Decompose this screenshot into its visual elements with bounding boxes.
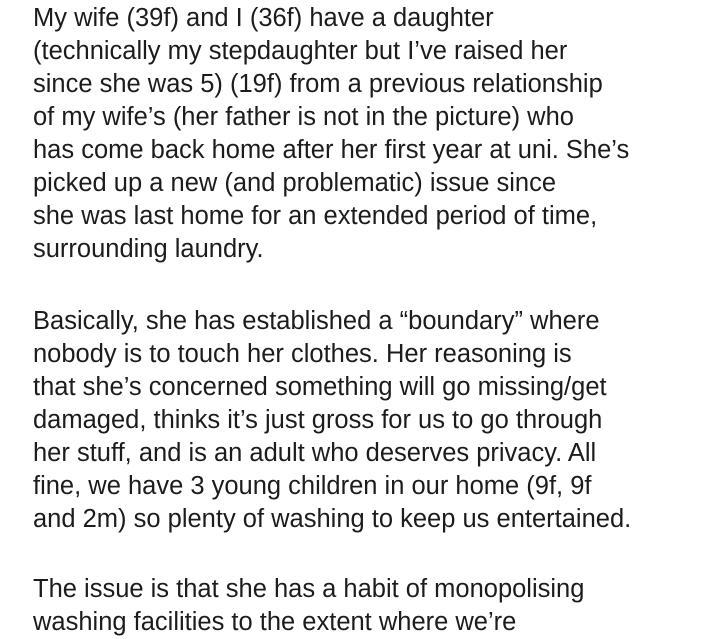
- text-line: My wife (39f) and I (36f) have a daughter: [33, 4, 494, 32]
- text-line: surrounding laundry.: [33, 235, 264, 263]
- text-line: damaged, thinks it’s just gross for us to go through: [33, 406, 603, 434]
- text-line: her stuff, and is an adult who deserves privacy. All: [33, 439, 597, 467]
- text-line: The issue is that she has a habit of monopolising: [33, 575, 585, 603]
- text-line: Basically, she has established a “boundary” where: [33, 307, 600, 335]
- text-line: since she was 5) (19f) from a previous relationship: [33, 70, 603, 98]
- text-line: has come back home after her first year at uni. She’s: [33, 136, 630, 164]
- text-line: picked up a new (and problematic) issue since: [33, 169, 557, 197]
- text-line: nobody is to touch her clothes. Her reasoning is: [33, 340, 572, 368]
- text-line: (technically my stepdaughter but I’ve raised her: [33, 37, 568, 65]
- text-line: she was last home for an extended period of time,: [33, 202, 598, 230]
- text-line: that she’s concerned something will go missing/get: [33, 373, 607, 401]
- text-line: and 2m) so plenty of washing to keep us entertained.: [33, 505, 632, 533]
- text-line: of my wife’s (her father is not in the picture) who: [33, 103, 574, 131]
- text-line: fine, we have 3 young children in our home (9f, 9f: [33, 472, 592, 500]
- text-line: washing facilities to the extent where we’re: [33, 608, 517, 636]
- paragraph-2: [33, 305, 631, 536]
- paragraph-1: [33, 2, 629, 266]
- paragraph-3: [33, 573, 584, 639]
